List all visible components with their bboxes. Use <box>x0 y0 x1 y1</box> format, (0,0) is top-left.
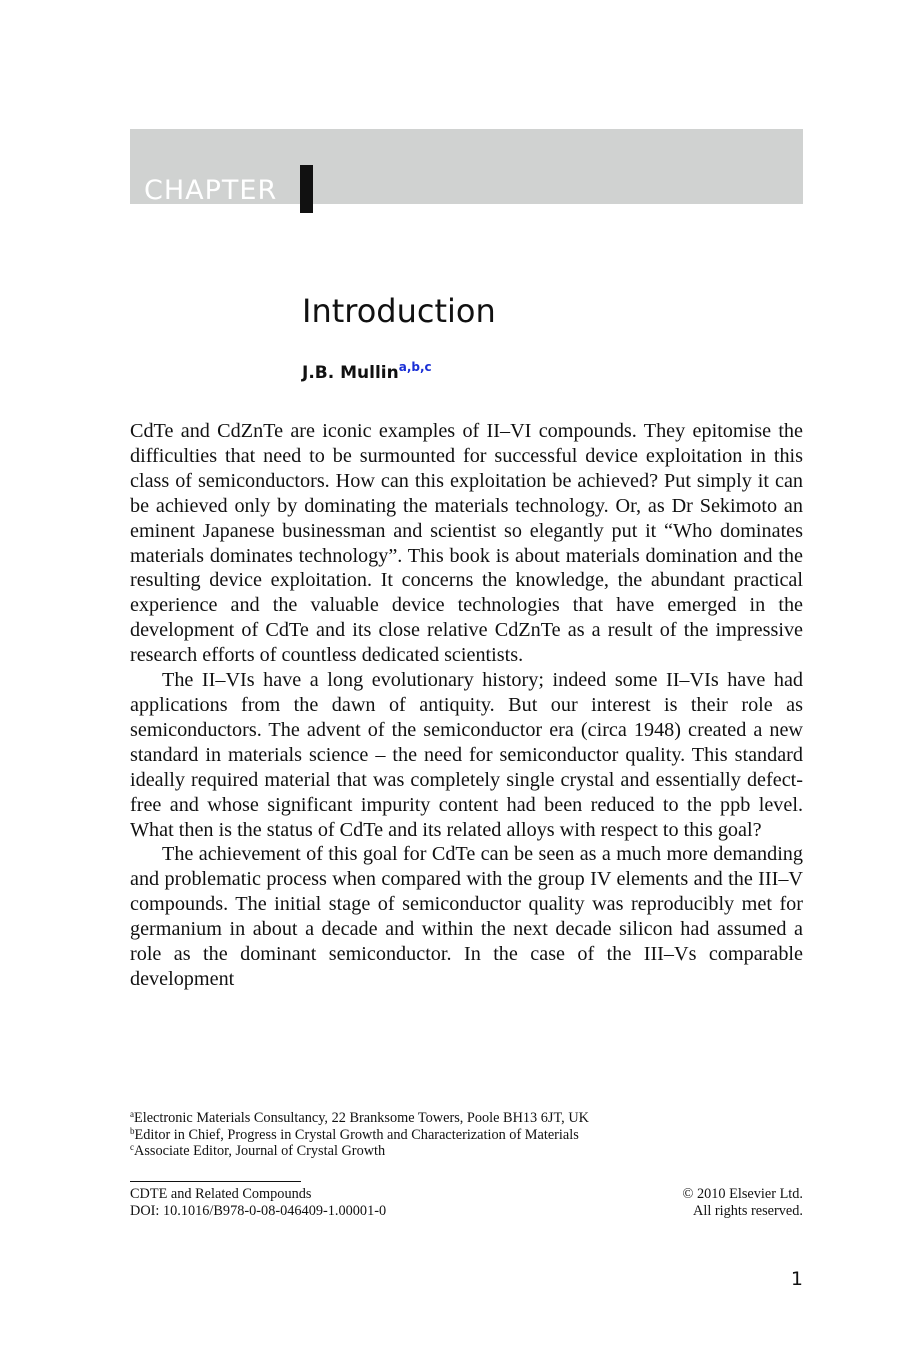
page-number: 1 <box>790 1268 803 1290</box>
footnotes <box>130 1110 803 1160</box>
author-affiliation-marks[interactable]: a,b,c <box>398 360 432 374</box>
copyright: © 2010 Elsevier Ltd. <box>682 1186 803 1202</box>
footer-right <box>683 1186 803 1220</box>
paragraph-3: The achievement of this goal for CdTe can be seen as a much more demanding and problematic process when compared with the group IV elements and the III–V compounds. The initial stage of semiconductor quality was reproducibly met for germanium in about a decade and within the next decade silicon had assumed a role as the dominant semiconductor. In the case of the III–Vs comparable development <box>130 843 803 990</box>
footnote-a: $^a$Electronic Materials Consultancy, 22 Branksome Towers, Poole BH13 6JT, UK <box>130 1109 589 1126</box>
doi: DOI: 10.1016/B978-0-08-046409-1.00001-0 <box>130 1203 387 1219</box>
body-text <box>130 419 803 992</box>
footer-rule <box>130 1181 301 1182</box>
chapter-title: Introduction <box>302 292 496 330</box>
footer-left <box>130 1186 386 1220</box>
book-title: CDTE and Related Compounds <box>130 1186 312 1202</box>
author-name: J.B. Mullin <box>302 363 399 383</box>
footnote-c: $^c$Associate Editor, Journal of Crystal Growth <box>130 1142 386 1159</box>
chapter-number <box>300 165 313 213</box>
paragraph-2: The II–VIs have a long evolutionary history; indeed some II–VIs have had applications from the dawn of antiquity. But our interest is their role as semiconductors. The advent of the semiconductor era (circa 1948) created a new standard in materials science – the need for semiconductor quality. This standard ideally required material that was completely single crystal and essentially defect-free and whose significant impurity content had been reduced to the ppb level. What then is the status of CdTe and its related alloys with respect to this goal? <box>130 669 803 841</box>
author-line <box>302 358 432 388</box>
chapter-label: CHAPTER <box>144 175 278 206</box>
paragraph-1: CdTe and CdZnTe are iconic examples of II–VI compounds. They epitomise the difficulties that need to be surmounted for successful device exploitation in this class of semiconductors. How can this exploitation be achieved? Put simply it can be achieved only by dominating the materials technology. Or, as Dr Sekimoto an eminent Japanese businessman and scientist so elegantly put it “Who dominates materials dominates technology”. This book is about materials domination and the resulting device exploitation. It concerns the knowledge, the abundant practical experience and the valuable device technologies that have emerged in the development of CdTe and its close relative CdZnTe as a result of the impressive research efforts of countless dedicated scientists. <box>130 420 803 667</box>
rights: All rights reserved. <box>693 1203 803 1219</box>
footnote-b: $^b$Editor in Chief, Progress in Crystal Growth and Characterization of Materials <box>130 1125 579 1143</box>
